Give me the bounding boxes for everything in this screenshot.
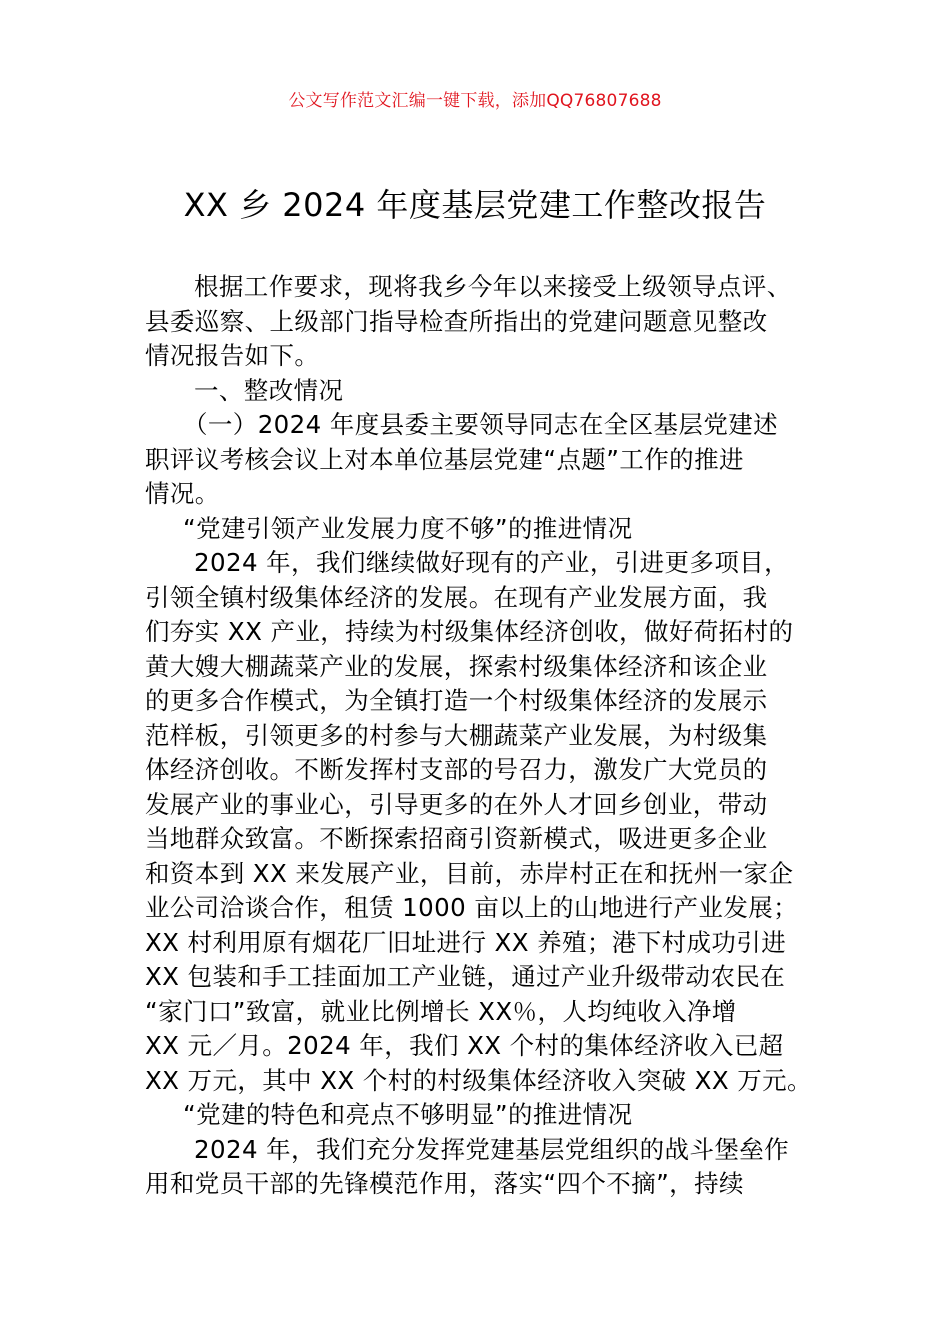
paragraph-line: 当地群众致富。不断探索招商引资新模式，吸进更多企业 xyxy=(145,824,768,853)
paragraph-line: XX 村利用原有烟花厂旧址进行 XX 养殖；港下村成功引进 xyxy=(145,927,787,957)
item-heading: “党建引领产业发展力度不够”的推进情况 xyxy=(183,513,633,543)
paragraph-line: 们夯实 XX 产业，持续为村级集体经济创收，做好荷拓村的 xyxy=(145,617,794,646)
document-title: XX 乡 2024 年度基层党建工作整改报告 xyxy=(183,186,767,224)
section-heading: 一、整改情况 xyxy=(194,375,344,405)
paragraph-line: 用和党员干部的先锋模范作用，落实“四个不摘”，持续 xyxy=(145,1169,744,1198)
paragraph-line: 和资本到 XX 来发展产业，目前，赤岸村正在和抚州一家企 xyxy=(145,858,794,888)
paragraph-line: 引领全镇村级集体经济的发展。在现有产业发展方面，我 xyxy=(145,582,768,612)
paragraph-line: 2024 年，我们继续做好现有的产业，引进更多项目， xyxy=(194,548,790,577)
item-heading: “党建的特色和亮点不够明显”的推进情况 xyxy=(183,1100,633,1129)
paragraph-line: 职评议考核会议上对本单位基层党建“点题”工作的推进 xyxy=(145,444,744,474)
paragraph-line: “家门口”致富，就业比例增长 XX％，人均纯收入净增 xyxy=(145,996,737,1026)
paragraph-line: 黄大嫂大棚蔬菜产业的发展，探索村级集体经济和该企业 xyxy=(145,651,768,681)
paragraph-line: 体经济创收。不断发挥村支部的号召力，激发广大党员的 xyxy=(145,755,768,784)
paragraph-line: 县委巡察、上级部门指导检查所指出的党建问题意见整改 xyxy=(145,306,768,336)
paragraph-line: 情况报告如下。 xyxy=(145,341,320,370)
paragraph-line: XX 万元，其中 XX 个村的村级集体经济收入突破 XX 万元。 xyxy=(145,1065,812,1095)
paragraph-line: 情况。 xyxy=(145,479,220,508)
paragraph-line: 发展产业的事业心，引导更多的在外人才回乡创业，带动 xyxy=(145,789,768,819)
paragraph-line: 2024 年，我们充分发挥党建基层党组织的战斗堡垒作 xyxy=(194,1134,790,1164)
paragraph-line: 业公司洽谈合作，租赁 1000 亩以上的山地进行产业发展； xyxy=(145,893,799,922)
paragraph-line: 范样板，引领更多的村参与大棚蔬菜产业发展，为村级集 xyxy=(145,720,768,750)
document-body xyxy=(145,270,812,1202)
paragraph-line: 根据工作要求，现将我乡今年以来接受上级领导点评、 xyxy=(194,272,792,301)
download-banner: 公文写作范文汇编一键下载，添加QQ76807688 xyxy=(288,91,662,111)
subsection-heading: （一）2024 年度县委主要领导同志在全区基层党建述 xyxy=(183,410,779,439)
paragraph-line: 的更多合作模式，为全镇打造一个村级集体经济的发展示 xyxy=(145,686,768,715)
paragraph-line: XX 包装和手工挂面加工产业链，通过产业升级带动农民在 xyxy=(145,962,786,991)
paragraph-line: XX 元／月。2024 年，我们 XX 个村的集体经济收入已超 xyxy=(145,1031,784,1060)
